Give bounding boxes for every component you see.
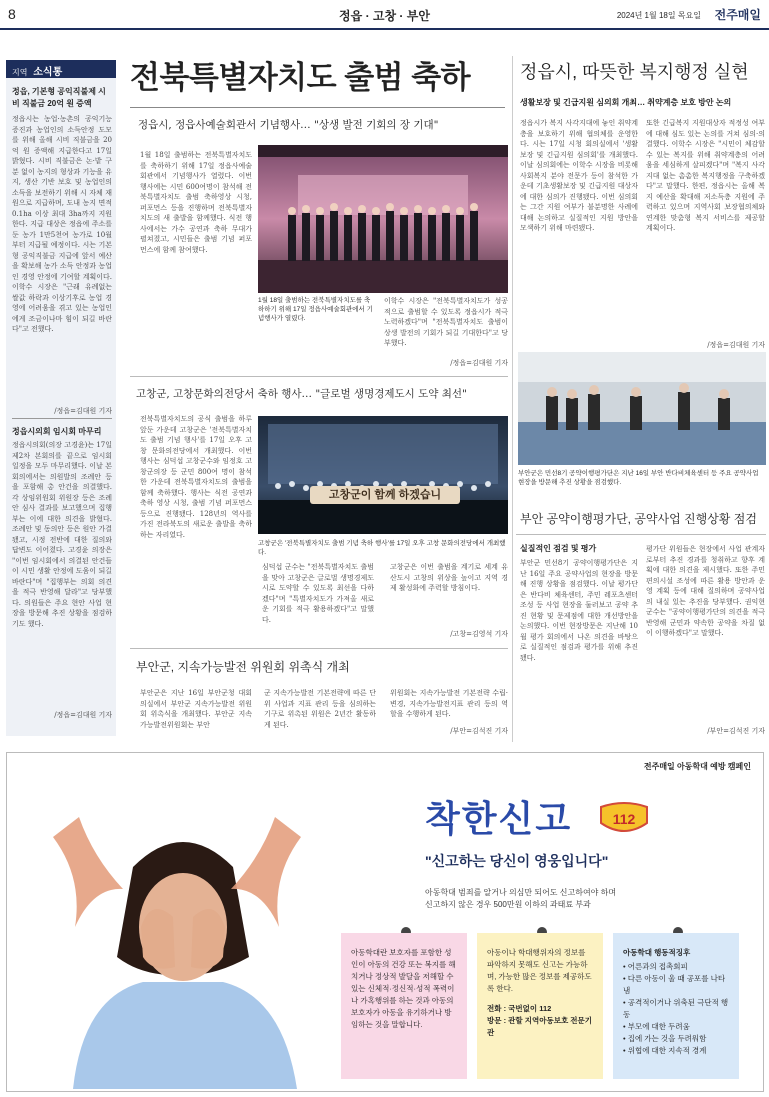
article2-photo-caption: 고창군은 '전북특별자치도 출범 기념 축하 행사'를 17일 오후 고창 문화의전당에서 개최했다. (258, 540, 506, 556)
sidebar-story2-title: 정읍시의회 임시회 마무리 (12, 427, 102, 436)
article3-byline: /부안=김석진 기자 (450, 727, 508, 735)
ad-illustration (13, 777, 341, 1089)
ad-description (425, 887, 761, 911)
sidebar-story2-byline: /정읍=김대원 기자 (54, 711, 112, 719)
article2-body-end: 고창군은 이번 출범을 계기로 세계 유산도시 고창의 위상을 높이고 지역 경제 활성화에 주력할 방침이다. (390, 563, 508, 592)
right-headline: 정읍시, 따뜻한 복지행정 실현 (520, 62, 749, 82)
article1-body: 1월 18일 출범하는 전북특별자치도를 축하하기 위해 17일 정읍사예술회관에서 기념행사가 열렸다. 이번 행사에는 시민 600여명이 참석해 전북특별자치도 출범 축하영상 시청, 퍼포먼스 등을 진행하며 전북특별자치도의 새 출발을 함께했다. 식전 행사에서는 가수 공연과 축하 무대가 펼쳐졌고, 시민들은 출범 기념 퍼포먼스에 함께 참여했다. (140, 151, 252, 254)
right-headline-2: 부안 공약이행평가단, 공약사업 진행상황 점검 (520, 512, 757, 526)
info-card-signs (613, 933, 739, 1079)
ad-campaign-label: 전주매일 아동학대 예방 캠페인 (643, 762, 751, 771)
sidebar-story2-body: 정읍시의회(의장 고경윤)는 17일 제2차 본회의를 끝으로 임시회 일정을 모두 마무리했다. 이날 본회의에서는 의원발의 조례안 등을 포함해 총 안건을 의결했다. 각 상임위원회 위원장 등은 조례안 심사 결과를 보고했으며 집행부는 이에 대한 의견을 밝혔다. 조례안 및 동의안 등은 원안 가결됐고, 시정 전반에 대한 질의와 답변도 이어졌다. 고경윤 의장은 "이번 임시회에서 의결된 안건들이 시민 생활 안정에 도움이 되길 바란다"며 "집행부는 의회 의견을 적극 반영해 달라"고 당부했다. 의원들은 주요 현안 사업 현장을 방문해 추진 상황을 점검하기도 했다. (12, 441, 112, 628)
article3-body-continued: 군 지속가능발전 기본전략에 따른 단위 사업과 지표 관리 등을 심의하는 기구로 위촉된 위원은 2년간 활동하게 된다. (264, 689, 376, 729)
column-divider (512, 56, 513, 742)
right-article2-body: 부안군 민선8기 공약이행평가단은 지난 16일 주요 공약사업의 현장을 방문해 진행 상황을 점검했다. 이날 평가단은 반다비 체육센터, 주민 레포츠센터 조성 등 사업 현장을 둘러보고 공약 추진 현황 및 문제점에 대한 개선방안을 논의했다. 이번 현장방문은 지난해 10월 평가 회의에서 나온 의견을 바탕으로 실질적인 점검과 평가를 위해 추진됐다. (520, 559, 638, 662)
issue-date: 2024년 1월 18일 목요일 (616, 11, 701, 20)
card3-title: 아동학대 행동적징후 (623, 948, 691, 957)
list-item: • 위협에 대한 지속적 경계 (623, 1045, 729, 1057)
newspaper-masthead: 전주매일 (714, 8, 761, 22)
main-headline: 전북특별자치도 출범 축하 (130, 60, 471, 95)
article2-subheadline: 고창군, 고창문화의전당서 축하 행사… "글로벌 생명경제도시 도약 최선" (136, 388, 467, 400)
article2-rule (130, 376, 508, 377)
badge-number: 112 (612, 811, 636, 827)
headline-rule (130, 107, 505, 108)
sidebar-story1-title: 정읍, 기본형 공익직불제 시비 직불금 20억 원 증액 (12, 87, 106, 108)
sidebar-story1-body: 정읍시는 농업·농촌의 공익기능 증진과 농업인의 소득안정 도모를 위해 올해 시비 직불금을 20억 원 증액해 지급한다고 17일 밝혔다. 시비 직불금은 논·밭 구분 없이 농지의 형상과 기능을 유지, 생산 기반 보호 및 농업인의 소득을 보전하기 위해 시 자체 재원으로 지급하며, 도내 농지 면적 0.1ha 이상 최대 3ha까지 지원한다. 지급 대상은 정읍에 주소를 둔 농가 1만5천여 농가로 10월 부터 지급될 예정이다. 시는 기본형 공익직불금 지급에 앞서 예산을 확보해 농가 소득 안정과 농업인 경영 안정에 기여할 계획이다. 이학수 시장은 "근래 유례없는 쌀값 하락과 이상기후로 농업 경영에 어려움을 겪고 있는 농업인에게 조금이나마 힘이 되길 바란다"고 전했다. (12, 115, 112, 333)
article1-photo-caption: 1월 18일 출범하는 전북특별자치도를 축하하기 위해 17일 정읍사예술회관에서 기념행사가 열렸다. (258, 297, 373, 322)
right-photo-caption: 부안군은 민선8기 공약이행평가단은 지난 16일 부안 반다비체육센터 등 주요 공약사업 현장을 방문해 추진 상황을 점검했다. (518, 470, 759, 486)
article3-subheadline: 부안군, 지속가능발전 위원회 위촉식 개최 (136, 660, 350, 674)
sidebar-divider (12, 418, 112, 419)
right-article-photo (518, 352, 766, 465)
section-title: 정읍 · 고창 · 부안 (339, 9, 430, 23)
right-article-body: 정읍시가 복지 사각지대에 놓인 취약계층을 보호하기 위해 협의체를 운영한다. 시는 17일 시청 회의실에서 '생활보장 및 긴급지원 심의회'를 개최했다. 이날 심의회에는 이학수 시장을 비롯해 사회복지 분야 전문가 등이 참석한 가운데 기초생활보장 및 긴급지원 대상자에 대한 심의가 진행됐다. 이번 심의회는 그간 지원 여부가 불분명한 사례에 대해 논의하고 실질적인 지원 방안을 모색하기 위해 마련됐다. (520, 119, 638, 232)
right-article-body-continued: 또한 긴급복지 지원대상자 적정성 여부에 대해 심도 있는 논의를 거쳐 심의·의결했다. 이학수 시장은 "시민이 체감할 수 있는 복지를 위해 취약계층의 어려움을 세심하게 살피겠다"며 "복지 사각지대 없는 촘촘한 복지행정을 구축하겠다"고 말했다. 한편, 정읍시는 올해 복지 예산을 확대해 저소득층 지원에 주력하고 있으며 지역사회 보장협의체와 연계한 맞춤형 복지 서비스를 제공할 계획이다. (646, 119, 765, 232)
article3-body-end: 위원회는 지속가능발전 기본전략 수립·변경, 지속가능발전지표 관리 등의 역할을 수행하게 된다. (390, 689, 508, 718)
article1-byline: /정읍=김대원 기자 (450, 359, 508, 367)
right-subheadline-2: 실질적인 점검 및 평가 (520, 544, 597, 553)
card2-text: 아동이나 학대행위자의 정보를 파악하지 못해도 신고는 가능하며, 가능한 많은 정보를 제공하도록 한다. (487, 948, 592, 993)
ad-desc-line2: 신고하지 않은 경우 500만원 이하의 과태료 부과 (425, 900, 591, 909)
article2-body: 전북특별자치도의 공식 출범을 하루 앞둔 가운데 고창군은 '전북특별자치도 출범 기념 행사'를 17일 오후 고창 문화의전당에서 개최했다. 이번 행사는 심덕섭 고창군수와 임정호 고창군의장 등 군민 800여 명이 참석한 가운데 전북특별자치도의 출범을 함께 축하했다. 행사는 식전 공연과 축하 영상 시청, 출범 기념 퍼포먼스 등으로 진행됐다. 128년의 역사를 가진 전라북도의 새로운 출발을 축하하는 자리였다. (140, 415, 252, 539)
sidebar-header (6, 60, 116, 78)
right-article-byline: /정읍=김대원 기자 (707, 341, 765, 349)
right-article2-byline: /부안=김석진 기자 (707, 727, 765, 735)
card1-text: 아동학대란 보호자를 포함한 성인이 아동의 건강 또는 복지를 해치거나 정상적 발달을 저해할 수 있는 신체적·정신적·성적 폭력이나 가혹행위를 하는 것과 아동의 보호자가 아동을 유기하거나 방임하는 것을 말합니다. (351, 948, 456, 1029)
right-rule (516, 534, 766, 535)
ad-desc-line1: 아동학대 범죄를 알거나 의심만 되어도 신고하여야 하며 (425, 888, 617, 897)
article1-photo (258, 145, 508, 293)
article3-rule (130, 648, 508, 649)
emergency-112-badge (597, 799, 651, 839)
card2-phone: 전화 : 국번없이 112 (487, 1004, 552, 1013)
info-card-definition (341, 933, 467, 1079)
article1-body-continued: 이학수 시장은 "전북특별자치도가 성공적으로 출범할 수 있도록 정읍시가 적극 노력하겠다"며 "전북특별자치도 출범이 상생 발전의 기회가 되길 기대한다"고 당부했다. (384, 297, 508, 347)
list-item: • 집에 가는 것을 두려워함 (623, 1033, 729, 1045)
info-card-reporting (477, 933, 603, 1079)
list-item: • 공격적이거나 위축된 극단적 행동 (623, 997, 729, 1021)
right-subheadline: 생활보장 및 긴급지원 심의회 개최… 취약계층 보호 방안 논의 (520, 98, 732, 107)
list-item: • 다른 아동이 울 때 공포를 나타냄 (623, 973, 729, 997)
card3-list (623, 961, 729, 1057)
sidebar-label-small: 지역 (12, 68, 28, 77)
right-article2-body-continued: 평가단 위원들은 현장에서 사업 관계자로부터 추진 경과를 청취하고 향후 계획에 대한 의견을 제시했다. 또한 주민 편의시설 조성에 따른 활용 방안과 운영 계획 등에 대해 질의하며 공약사업의 내실 있는 추진을 당부했다. 권익현 군수는 "공약이행평가단의 의견을 적극 반영해 군민과 약속한 공약을 차질 없이 이행하겠다"고 말했다. (646, 545, 765, 637)
sidebar-story1-byline: /정읍=김대원 기자 (54, 407, 112, 415)
list-item: • 어른과의 접촉회피 (623, 961, 729, 973)
article2-photo (258, 416, 508, 534)
photo-banner-text: 고창군이 함께 하겠습니 (310, 486, 460, 504)
campaign-advertisement (6, 752, 764, 1092)
ad-slogan: "신고하는 당신이 영웅입니다" (425, 853, 609, 869)
page-number: 8 (8, 6, 16, 22)
article2-byline: /고창=김영석 기자 (450, 630, 508, 638)
article2-body-continued: 심덕섭 군수는 "전북특별자치도 출범을 맞아 고창군은 글로벌 생명경제도시로 도약할 수 있도록 최선을 다하겠다"며 "특별자치도가 가져올 새로운 기회를 적극 활용하겠다"고 말했다. (262, 563, 374, 624)
article1-subheadline: 정읍시, 정읍사예술회관서 기념행사… "상생 발전 기회의 장 기대" (138, 119, 439, 131)
list-item: • 부모에 대한 두려움 (623, 1021, 729, 1033)
sidebar-label: 소식통 (33, 67, 63, 78)
article3-body: 부안군은 지난 16일 부안군청 대회의실에서 부안군 지속가능발전 위원회 위촉식을 개최했다. 부안군 지속가능발전위원회는 부안 (140, 689, 252, 729)
card2-visit: 방문 : 관할 지역아동보호 전문기관 (487, 1016, 593, 1037)
ad-title: 착한신고 (425, 798, 573, 839)
